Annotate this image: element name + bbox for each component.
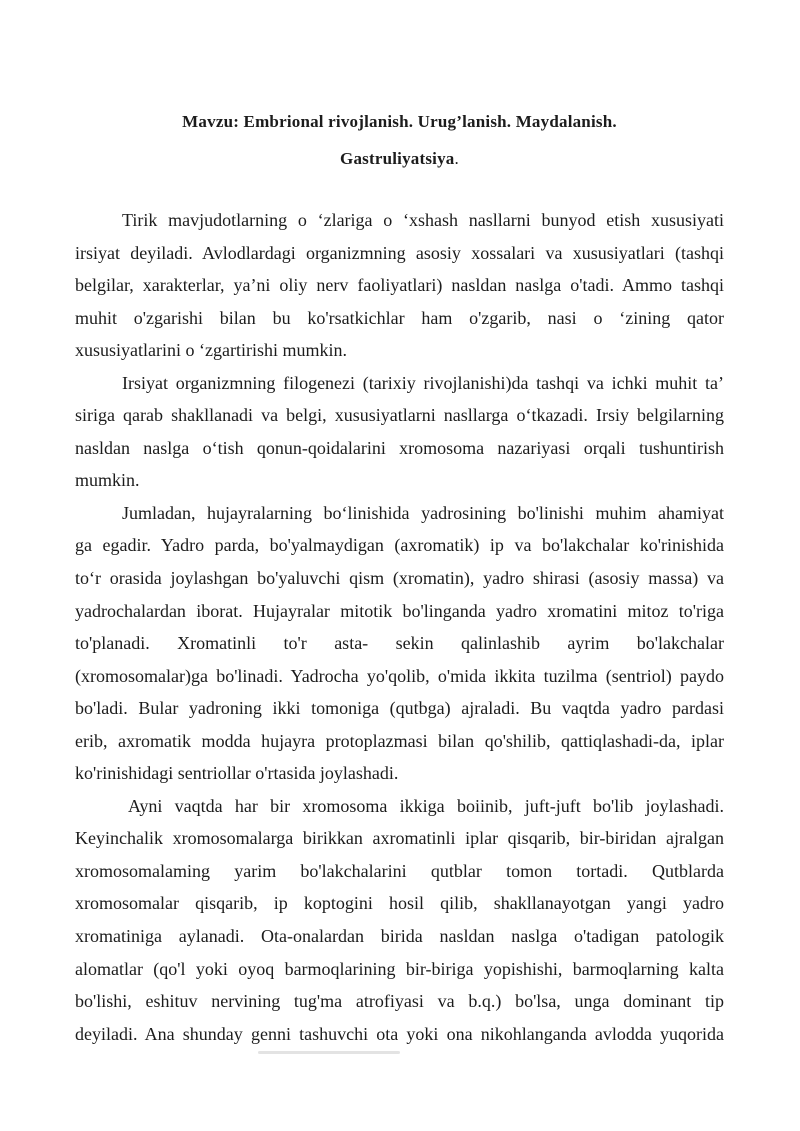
paragraph-line: deyiladi. Ana shunday genni tashuvchi ota yoki ona nikohlanganda avlodda yuqorida bbox=[75, 1023, 724, 1044]
paragraph-line: ga egadir. Yadro parda, bo'yalmaydigan (axromatik) ip va bo'lakchalar ko'rinishida bbox=[75, 535, 724, 556]
paragraph-line: xromosomalar qisqarib, ip koptogini hosil qilib, shakllanayotgan yangi yadro bbox=[75, 893, 724, 914]
paragraph-line: Keyinchalik xromosomalarga birikkan axromatinli iplar qisqarib, bir-biridan ajralgan bbox=[75, 828, 724, 849]
document-title bbox=[75, 103, 724, 177]
title-line-2-word: Gastruliyatsiya bbox=[340, 149, 455, 168]
paragraph-line: Tirik mavjudotlarning o ‘zlariga o ‘xshash nasllarni bunyod etish xususiyati bbox=[122, 210, 724, 230]
paragraph-line: erib, axromatik modda hujayra protoplazmasi bilan qo'shilib, qattiqlashadi-da, iplar bbox=[75, 730, 724, 751]
paragraph-line: nasldan naslga o‘tish qonun-qoidalarini xromosoma nazariyasi orqali tushuntirish bbox=[75, 437, 724, 458]
paragraph-line: xususiyatlarini o ‘zgartirishi mumkin. bbox=[75, 340, 347, 361]
paragraph-line: belgilar, xarakterlar, ya’ni oliy nerv faoliyatlari) nasldan naslga o'tadi. Ammo tashqi bbox=[75, 275, 724, 296]
scan-artifact bbox=[258, 1051, 400, 1054]
paragraph-line: alomatlar (qo'l yoki oyoq barmoqlarining bir-biriga yopishishi, barmoqlarning kalta bbox=[75, 958, 724, 979]
paragraph-line: xromosomalaming yarim bo'lakchalarini qutblar tomon tortadi. Qutblarda bbox=[75, 860, 724, 881]
title-line-2-period: . bbox=[454, 149, 459, 168]
paragraph-line: irsiyat deyiladi. Avlodlardagi organizmning asosiy xossalari va xususiyatlari (tashqi bbox=[75, 242, 724, 263]
paragraph-line: yadrochalardan iborat. Hujayralar mitotik bo'linganda yadro xromatini mitoz to'riga bbox=[75, 600, 724, 621]
paragraph-line: ko'rinishidagi sentriollar o'rtasida joylashadi. bbox=[75, 763, 399, 784]
paragraph-line: mumkin. bbox=[75, 470, 140, 491]
paragraph-line: (xromosomalar)ga bo'linadi. Yadrocha yo'qolib, o'mida ikkita tuzilma (sentriol) paydo bbox=[75, 665, 724, 686]
paragraph-line: bo'lishi, eshituv nervining tug'ma atrofiyasi va b.q.) bo'lsa, unga dominant tip bbox=[75, 991, 724, 1012]
paragraph-line: Irsiyat organizmning filogenezi (tarixiy rivojlanishi)da tashqi va ichki muhit ta’ bbox=[122, 372, 724, 393]
paragraph-line: muhit o'zgarishi bilan bu ko'rsatkichlar ham o'zgarib, nasi o ‘zining qator bbox=[75, 307, 724, 328]
title-line-2 bbox=[75, 140, 724, 177]
paragraph-line: Jumladan, hujayralarning bo‘linishida yadrosining bo'linishi muhim ahamiyat bbox=[122, 502, 724, 523]
document-body bbox=[75, 204, 724, 1050]
paragraph-line: to'planadi. Xromatinli to'r asta- sekin qalinlashib ayrim bo'lakchalar bbox=[75, 633, 724, 654]
paragraph-line: siriga qarab shakllanadi va belgi, xususiyatlarni nasllarga o‘tkazadi. Irsiy belgilarning bbox=[75, 405, 724, 426]
paragraph-line: xromatiniga aylanadi. Ota-onalardan birida nasldan naslga o'tadigan patologik bbox=[75, 926, 724, 947]
paragraph-line: to‘r orasida joylashgan bo'yaluvchi qism (xromatin), yadro shirasi (asosiy massa) va bbox=[75, 568, 724, 589]
paragraph-line: bo'ladi. Bular yadroning ikki tomoniga (qutbga) ajraladi. Bu vaqtda yadro pardasi bbox=[75, 698, 724, 719]
paragraph-line: Ayni vaqtda har bir xromosoma ikkiga boiinib, juft-juft bo'lib joylashadi. bbox=[128, 795, 724, 816]
title-line-1: Mavzu: Embrional rivojlanish. Urug’lanish. Maydalanish. bbox=[182, 112, 617, 131]
